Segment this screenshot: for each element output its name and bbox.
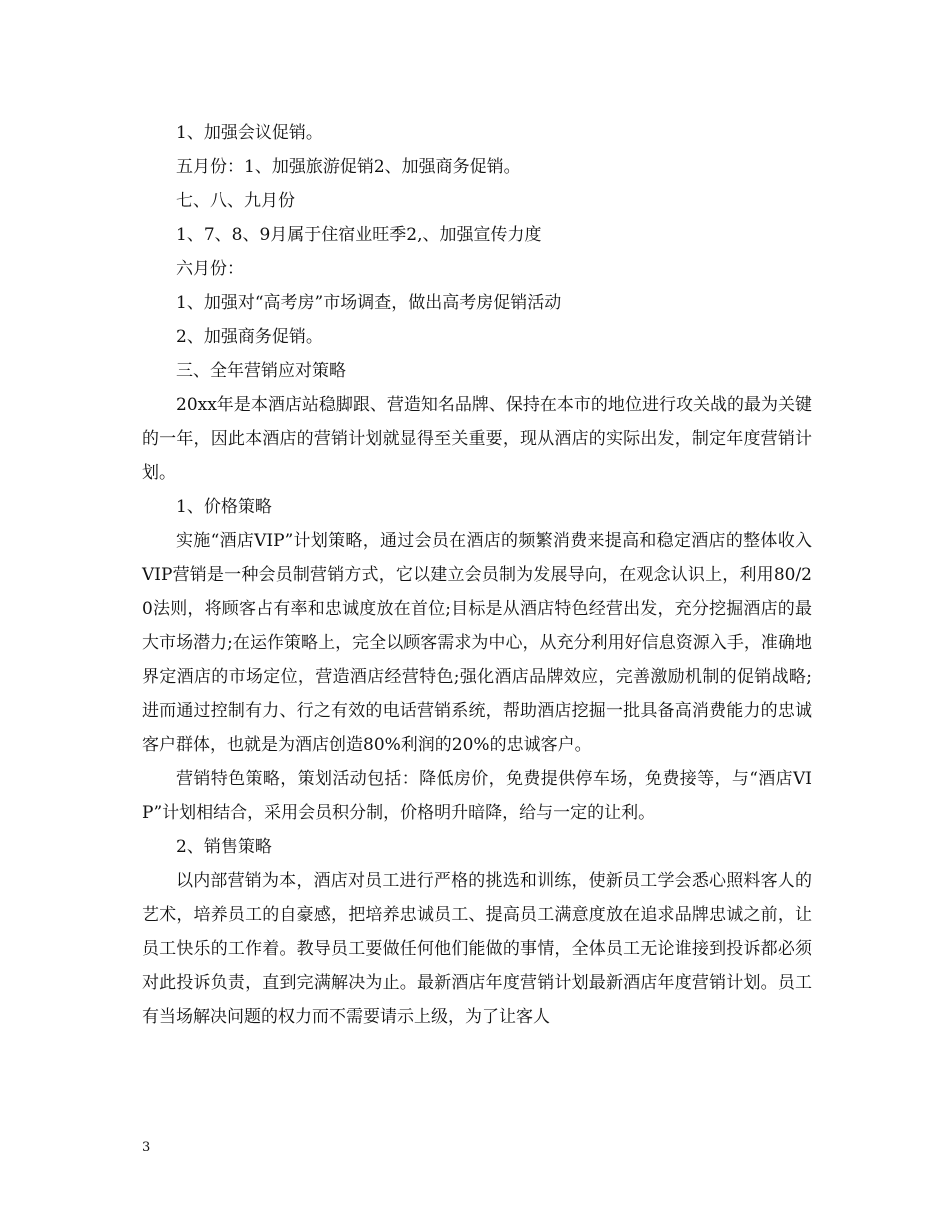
paragraph: 实施“酒店VIP”计划策略，通过会员在酒店的频繁消费来提高和稳定酒店的整体收入VIP营销是一种会员制营销方式，它以建立会员制为发展导向，在观念认识上，利用80/20法则，将顾客占有率和忠诚度放在首位;目标是从酒店特色经营出发，充分挖掘酒店的最大市场潜力;在运作策略上，完全以顾客需求为中心，从充分利用好信息资源入手，准确地界定酒店的市场定位，营造酒店经营特色;强化酒店品牌效应，完善激励机制的促销战略;进而通过控制有力、行之有效的电话营销系统，帮助酒店挖掘一批具备高消费能力的忠诚客户群体，也就是为酒店创造80%利润的20%的忠诚客户。 [142, 531, 812, 755]
subsection-heading: 1、价格策略 [176, 497, 272, 517]
paragraph: 七、八、九月份 [176, 191, 295, 211]
paragraph: 1、7、8、9月属于住宿业旺季2,、加强宣传力度 [176, 225, 542, 245]
document-body [142, 116, 812, 1034]
paragraph: 以内部营销为本，酒店对员工进行严格的挑选和训练，使新员工学会悉心照料客人的艺术，培养员工的自豪感，把培养忠诚员工、提高员工满意度放在追求品牌忠诚之前，让员工快乐的工作着。教导员工要做任何他们能做的事情，全体员工无论谁接到投诉都必须对此投诉负责，直到完满解决为止。最新酒店年度营销计划最新酒店年度营销计划。员工有当场解决问题的权力而不需要请示上级，为了让客人 [142, 871, 812, 1027]
subsection-heading: 2、销售策略 [176, 837, 272, 857]
paragraph: 五月份：1、加强旅游促销2、加强商务促销。 [176, 157, 521, 177]
paragraph: 1、加强对“高考房”市场调查，做出高考房促销活动 [176, 293, 562, 313]
paragraph: 营销特色策略，策划活动包括：降低房价，免费提供停车场，免费接等，与“酒店VIP”计划相结合，采用会员积分制，价格明升暗降，给与一定的让利。 [142, 769, 812, 823]
paragraph: 20xx年是本酒店站稳脚跟、营造知名品牌、保持在本市的地位进行攻关战的最为关键的一年，因此本酒店的营销计划就显得至关重要，现从酒店的实际出发，制定年度营销计划。 [142, 395, 812, 483]
paragraph: 2、加强商务促销。 [176, 327, 323, 347]
page-number: 3 [142, 1140, 151, 1155]
section-heading: 三、全年营销应对策略 [176, 361, 346, 381]
paragraph: 1、加强会议促销。 [176, 123, 323, 143]
paragraph: 六月份： [176, 259, 244, 279]
